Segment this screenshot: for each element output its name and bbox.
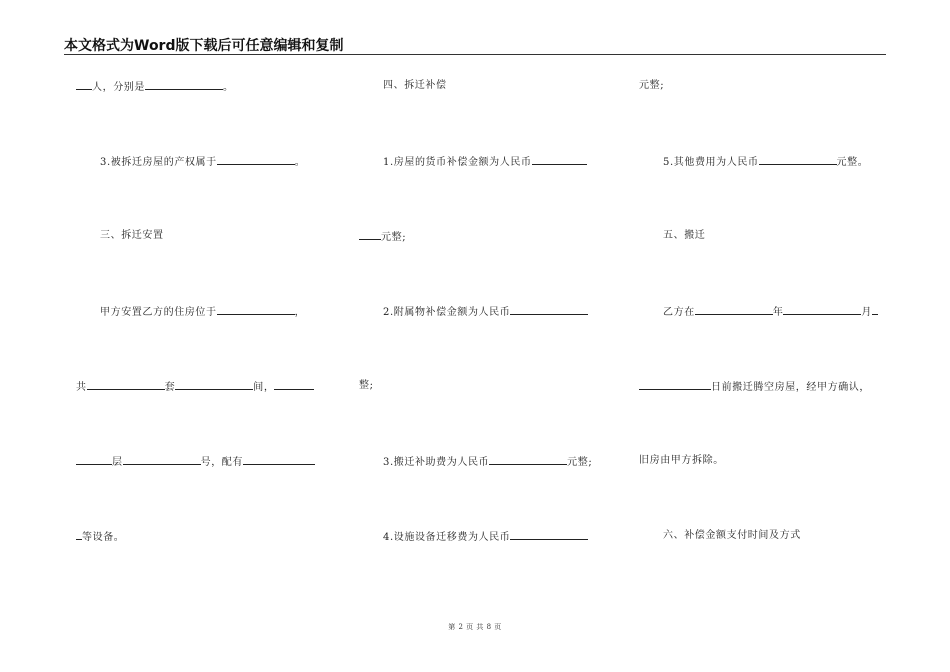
blank-field <box>274 380 314 390</box>
col2-line-2: 1.房屋的货币补偿金额为人民币 <box>383 155 587 169</box>
col1-line-4: 甲方安置乙方的住房位于 ， <box>100 307 306 318</box>
col3-line-1: 元整; <box>639 80 665 91</box>
blank-field <box>489 455 567 465</box>
blank-field <box>87 380 165 390</box>
blank-field <box>76 455 112 465</box>
col1-line-2: 3.被拆迁房屋的产权属于 。 <box>100 157 306 168</box>
blank-field <box>872 305 878 315</box>
col2-line-4: 2.附属物补偿金额为人民币 <box>383 305 588 319</box>
blank-field <box>123 455 201 465</box>
blank-field <box>217 155 295 165</box>
blank-field <box>145 80 223 90</box>
section-heading-payment: 六、补偿金额支付时间及方式 <box>663 530 801 541</box>
blank-field <box>217 305 295 315</box>
blank-field <box>359 230 381 240</box>
blank-field <box>243 455 315 465</box>
col2-line-5: 整; <box>359 380 374 391</box>
section-heading-relocation: 五、搬迁 <box>663 230 706 241</box>
col2-line-6: 3.搬迁补助费为人民币 元整; <box>383 457 593 468</box>
page-number: 第 2 页 共 8 页 <box>448 623 502 631</box>
col2-line-3: 元整; <box>359 230 406 244</box>
blank-field <box>639 380 711 390</box>
blank-field <box>510 530 588 540</box>
blank-field <box>532 155 587 165</box>
col1-line-1: 人，分别是 。 <box>76 80 234 94</box>
blank-field <box>695 305 773 315</box>
blank-field <box>175 380 253 390</box>
section-heading-compensation: 四、拆迁补偿 <box>383 80 447 91</box>
document-header <box>64 34 886 55</box>
col3-line-5: 日前搬迁腾空房屋，经甲方确认， <box>639 380 870 394</box>
header-title: 本文格式为Word版下载后可任意编辑和复制 <box>64 38 344 54</box>
section-heading-resettlement: 三、拆迁安置 <box>100 230 164 241</box>
col3-line-2: 5.其他费用为人民币 元整。 <box>663 157 869 168</box>
col3-line-4: 乙方在 年 月 <box>663 305 878 319</box>
blank-field <box>510 305 588 315</box>
col2-line-7: 4.设施设备迁移费为人民币 <box>383 530 588 544</box>
blank-field <box>783 305 861 315</box>
col3-line-6: 旧房由甲方拆除。 <box>639 455 724 466</box>
col1-line-7: 等设备。 <box>76 530 124 544</box>
col1-line-6: 层 号，配有 <box>76 455 315 469</box>
blank-field <box>76 80 92 90</box>
blank-field <box>759 155 837 165</box>
col1-line-5: 共 套 间， <box>76 380 314 394</box>
